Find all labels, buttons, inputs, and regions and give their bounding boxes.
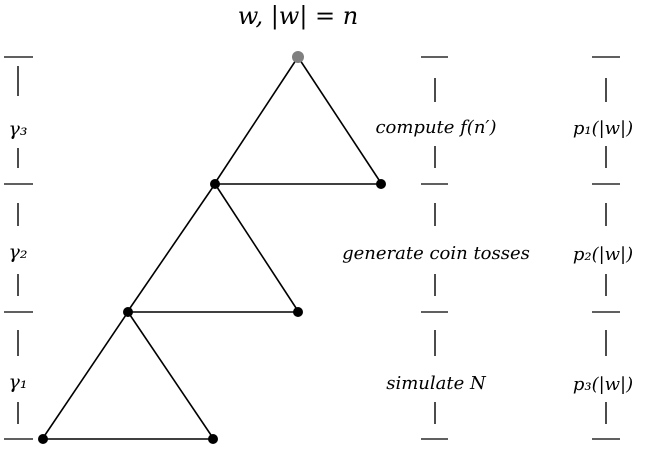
triangle-level-2 (128, 184, 298, 312)
tree-node (208, 434, 218, 444)
step-label-simulate: simulate N (386, 373, 486, 394)
gamma-2-label: γ₂ (8, 241, 28, 263)
step-bracket-column (342, 57, 530, 439)
tree-node (210, 179, 220, 189)
triangle-1-right-edge (128, 312, 213, 438)
step-label-compute: compute f(n′) (375, 117, 497, 138)
step-label-coin-tosses: generate coin tosses (342, 243, 530, 264)
poly-bracket-column (573, 57, 633, 439)
tree-node (38, 434, 48, 444)
tree-node (376, 179, 386, 189)
tree-node (123, 307, 133, 317)
poly-label-p3: p₃(|w|) (572, 374, 634, 395)
triangle-2-right-edge (215, 184, 298, 311)
gamma-3-label: γ₃ (8, 118, 28, 140)
triangle-2-left-edge (128, 184, 215, 311)
triangle-level-1 (43, 312, 213, 439)
triangle-level-3 (215, 57, 381, 184)
diagram-title: w, |w| = n (237, 2, 359, 30)
triangle-3-right-edge (298, 57, 381, 183)
root-node (292, 51, 304, 63)
gamma-1-label: γ₁ (8, 371, 28, 393)
poly-label-p2: p₂(|w|) (572, 244, 634, 265)
triangle-3-left-edge (215, 57, 298, 183)
tree-node (293, 307, 303, 317)
gamma-bracket-column (4, 57, 33, 439)
triangle-1-left-edge (43, 312, 128, 438)
poly-label-p1: p₁(|w|) (572, 118, 634, 139)
